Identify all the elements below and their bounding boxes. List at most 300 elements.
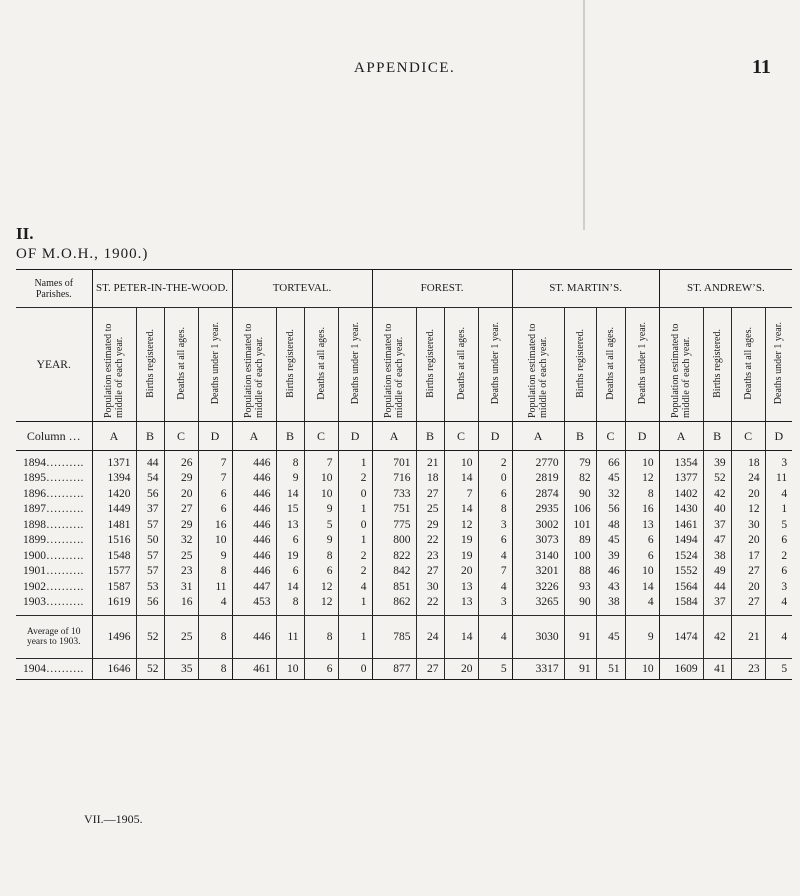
value-cell: 13 (276, 518, 304, 534)
value-cell: 5 (765, 658, 792, 679)
value-cell: 6 (478, 533, 512, 549)
value-cell: 4 (765, 595, 792, 615)
value-cell: 1371 (92, 451, 136, 472)
column-header-cell (416, 308, 444, 422)
value-cell: 3 (478, 595, 512, 615)
value-cell: 1548 (92, 549, 136, 565)
column-header-cell (512, 308, 564, 422)
column-header-cell (304, 308, 338, 422)
average-value: 785 (372, 615, 416, 658)
value-cell: 4 (478, 549, 512, 565)
value-cell: 6 (276, 564, 304, 580)
value-cell: 1587 (92, 580, 136, 596)
column-letter: A (92, 422, 136, 451)
value-cell: 877 (372, 658, 416, 679)
year-cell: 1898………. (23, 518, 84, 531)
value-cell: 57 (136, 549, 164, 565)
column-header-cell (338, 308, 372, 422)
column-letter: A (232, 422, 276, 451)
value-cell: 446 (232, 451, 276, 472)
value-cell: 2 (338, 549, 372, 565)
value-cell: 29 (164, 471, 198, 487)
value-cell: 446 (232, 564, 276, 580)
value-cell: 39 (703, 451, 731, 472)
value-cell: 29 (164, 518, 198, 534)
value-cell: 16 (164, 595, 198, 615)
value-cell: 10 (625, 658, 659, 679)
value-cell: 6 (625, 533, 659, 549)
value-cell: 13 (444, 595, 478, 615)
value-cell: 25 (164, 549, 198, 565)
page-bleed-line (583, 0, 585, 230)
value-cell: 2819 (512, 471, 564, 487)
value-cell: 20 (731, 580, 765, 596)
average-value: 3030 (512, 615, 564, 658)
column-header-text: Deaths at all ages. (315, 326, 327, 400)
value-cell: 27 (731, 595, 765, 615)
value-cell: 12 (304, 580, 338, 596)
value-cell: 10 (198, 533, 232, 549)
column-header-cell (731, 308, 765, 422)
table-row (16, 564, 792, 580)
average-value: 4 (478, 615, 512, 658)
year-cell: 1902………. (23, 580, 84, 593)
value-cell: 56 (136, 595, 164, 615)
value-cell: 5 (304, 518, 338, 534)
value-cell: 4 (198, 595, 232, 615)
column-header-text: Population estimated to middle of each year. (103, 323, 125, 418)
value-cell: 5 (765, 518, 792, 534)
value-cell: 1577 (92, 564, 136, 580)
value-cell: 14 (444, 471, 478, 487)
year-cell: 1894………. (23, 456, 84, 469)
value-cell: 12 (444, 518, 478, 534)
value-cell: 701 (372, 451, 416, 472)
value-cell: 3317 (512, 658, 564, 679)
value-cell: 7 (304, 451, 338, 472)
value-cell: 6 (304, 658, 338, 679)
value-cell: 1461 (659, 518, 703, 534)
parish-header: ST. ANDREW’S. (659, 270, 792, 308)
column-letter: C (304, 422, 338, 451)
value-cell: 52 (703, 471, 731, 487)
value-cell: 4 (478, 580, 512, 596)
value-cell: 3265 (512, 595, 564, 615)
value-cell: 2874 (512, 487, 564, 503)
parish-header: ST. PETER-IN-THE-WOOD. (92, 270, 232, 308)
value-cell: 446 (232, 518, 276, 534)
value-cell: 14 (444, 502, 478, 518)
value-cell: 41 (703, 658, 731, 679)
column-header-cell (164, 308, 198, 422)
value-cell: 3140 (512, 549, 564, 565)
column-letter: C (731, 422, 765, 451)
value-cell: 91 (564, 658, 596, 679)
value-cell: 1430 (659, 502, 703, 518)
value-cell: 21 (416, 451, 444, 472)
column-header-text: Deaths under 1 year. (349, 321, 361, 405)
value-cell: 447 (232, 580, 276, 596)
column-header-cell (276, 308, 304, 422)
value-cell: 842 (372, 564, 416, 580)
value-cell: 27 (416, 658, 444, 679)
value-cell: 13 (444, 580, 478, 596)
value-cell: 4 (338, 580, 372, 596)
footer-note: VII.—1905. (84, 812, 143, 826)
column-header-text: Deaths at all ages. (605, 326, 617, 400)
value-cell: 45 (596, 533, 625, 549)
column-header-text: Deaths at all ages. (175, 326, 187, 400)
value-cell: 56 (136, 487, 164, 503)
column-header-text: Deaths under 1 year. (489, 321, 501, 405)
column-header-text: Population estimated to middle of each year. (527, 323, 550, 418)
value-cell: 12 (304, 595, 338, 615)
section-title: II. (16, 224, 34, 243)
value-cell: 43 (596, 580, 625, 596)
running-head: APPENDICE. (354, 60, 456, 76)
value-cell: 2 (338, 564, 372, 580)
column-header-cell (703, 308, 731, 422)
column-letter: A (512, 422, 564, 451)
value-cell: 3 (765, 580, 792, 596)
value-cell: 3002 (512, 518, 564, 534)
value-cell: 10 (625, 451, 659, 472)
value-cell: 9 (198, 549, 232, 565)
value-cell: 7 (198, 471, 232, 487)
value-cell: 57 (136, 518, 164, 534)
value-cell: 93 (564, 580, 596, 596)
value-cell: 1449 (92, 502, 136, 518)
average-value: 52 (136, 615, 164, 658)
value-cell: 22 (416, 533, 444, 549)
value-cell: 19 (444, 533, 478, 549)
table-row (16, 549, 792, 565)
value-cell: 4 (765, 487, 792, 503)
value-cell: 23 (416, 549, 444, 565)
column-letter: D (625, 422, 659, 451)
column-header-text: Deaths under 1 year. (209, 321, 221, 405)
value-cell: 6 (304, 564, 338, 580)
value-cell: 446 (232, 549, 276, 565)
value-cell: 66 (596, 451, 625, 472)
value-cell: 446 (232, 471, 276, 487)
value-cell: 7 (444, 487, 478, 503)
column-letter: C (596, 422, 625, 451)
value-cell: 16 (198, 518, 232, 534)
value-cell: 27 (164, 502, 198, 518)
value-cell: 40 (703, 502, 731, 518)
value-cell: 0 (338, 518, 372, 534)
value-cell: 14 (276, 580, 304, 596)
value-cell: 1564 (659, 580, 703, 596)
value-cell: 29 (416, 518, 444, 534)
value-cell: 38 (596, 595, 625, 615)
column-header-text: Population estimated to middle of each year. (383, 323, 406, 418)
value-cell: 1619 (92, 595, 136, 615)
value-cell: 1 (338, 595, 372, 615)
value-cell: 45 (596, 471, 625, 487)
value-cell: 51 (596, 658, 625, 679)
value-cell: 15 (276, 502, 304, 518)
value-cell: 18 (416, 471, 444, 487)
value-cell: 54 (136, 471, 164, 487)
value-cell: 10 (276, 658, 304, 679)
table-row (16, 533, 792, 549)
average-value: 1 (338, 615, 372, 658)
value-cell: 11 (765, 471, 792, 487)
value-cell: 6 (625, 549, 659, 565)
value-cell: 44 (703, 580, 731, 596)
value-cell: 716 (372, 471, 416, 487)
average-value: 42 (703, 615, 731, 658)
value-cell: 90 (564, 487, 596, 503)
value-cell: 57 (136, 564, 164, 580)
value-cell: 6 (198, 502, 232, 518)
column-header-text: Births registered. (574, 328, 586, 398)
value-cell: 27 (416, 487, 444, 503)
value-cell: 1 (338, 502, 372, 518)
value-cell: 90 (564, 595, 596, 615)
year-cell: 1899………. (23, 534, 84, 547)
value-cell: 1402 (659, 487, 703, 503)
table-row (16, 518, 792, 534)
value-cell: 2935 (512, 502, 564, 518)
parish-header: ST. MARTIN’S. (512, 270, 659, 308)
column-header-cell (232, 308, 276, 422)
value-cell: 30 (731, 518, 765, 534)
value-cell: 3226 (512, 580, 564, 596)
column-header-text: Births registered. (144, 328, 156, 398)
table-row (16, 580, 792, 596)
year-header: YEAR. (16, 308, 92, 422)
value-cell: 106 (564, 502, 596, 518)
value-cell: 0 (338, 658, 372, 679)
year-cell: 1895………. (23, 472, 84, 485)
column-header-cell (198, 308, 232, 422)
value-cell: 822 (372, 549, 416, 565)
column-header-text: Deaths under 1 year. (773, 321, 785, 405)
value-cell: 862 (372, 595, 416, 615)
column-letter: B (564, 422, 596, 451)
value-cell: 6 (765, 533, 792, 549)
value-cell: 6 (276, 533, 304, 549)
value-cell: 11 (198, 580, 232, 596)
section-subtitle: OF M.O.H., 1900.) (16, 246, 149, 262)
value-cell: 24 (731, 471, 765, 487)
column-letter: A (372, 422, 416, 451)
value-cell: 1377 (659, 471, 703, 487)
average-row (16, 615, 792, 658)
value-cell: 0 (338, 487, 372, 503)
value-cell: 25 (416, 502, 444, 518)
value-cell: 10 (304, 471, 338, 487)
column-header-text: Population estimated to middle of each year. (670, 323, 693, 418)
table-row (16, 487, 792, 503)
value-cell: 1584 (659, 595, 703, 615)
column-header-cell (372, 308, 416, 422)
value-cell: 14 (276, 487, 304, 503)
year-cell: 1896………. (23, 487, 84, 500)
column-letter: D (765, 422, 792, 451)
value-cell: 446 (232, 502, 276, 518)
value-cell: 1552 (659, 564, 703, 580)
average-label: Average of 10 years to 1903. (16, 615, 92, 658)
value-cell: 19 (276, 549, 304, 565)
value-cell: 101 (564, 518, 596, 534)
value-cell: 1646 (92, 658, 136, 679)
value-cell: 8 (625, 487, 659, 503)
value-cell: 4 (625, 595, 659, 615)
value-cell: 20 (164, 487, 198, 503)
column-header-cell (596, 308, 625, 422)
row-1904 (16, 658, 792, 679)
average-value: 8 (198, 615, 232, 658)
value-cell: 1 (338, 533, 372, 549)
year-cell: 1900………. (23, 549, 84, 562)
column-letter: B (703, 422, 731, 451)
value-cell: 20 (731, 533, 765, 549)
value-cell: 79 (564, 451, 596, 472)
year-cell: 1901………. (23, 565, 84, 578)
value-cell: 7 (478, 564, 512, 580)
value-cell: 446 (232, 533, 276, 549)
value-cell: 1420 (92, 487, 136, 503)
value-cell: 31 (164, 580, 198, 596)
value-cell: 6 (478, 487, 512, 503)
average-value: 24 (416, 615, 444, 658)
value-cell: 10 (304, 487, 338, 503)
value-cell: 446 (232, 487, 276, 503)
parish-header: TORTEVAL. (232, 270, 372, 308)
value-cell: 461 (232, 658, 276, 679)
value-cell: 49 (703, 564, 731, 580)
parish-header: FOREST. (372, 270, 512, 308)
average-value: 8 (304, 615, 338, 658)
column-header-cell (564, 308, 596, 422)
value-cell: 2 (338, 471, 372, 487)
value-cell: 30 (416, 580, 444, 596)
average-value: 9 (625, 615, 659, 658)
column-letter: B (276, 422, 304, 451)
column-header-text: Population estimated to middle of each year. (243, 323, 266, 418)
average-value: 1474 (659, 615, 703, 658)
value-cell: 10 (444, 451, 478, 472)
value-cell: 1516 (92, 533, 136, 549)
value-cell: 53 (136, 580, 164, 596)
table-row (16, 502, 792, 518)
value-cell: 23 (731, 658, 765, 679)
average-value: 91 (564, 615, 596, 658)
value-cell: 13 (625, 518, 659, 534)
value-cell: 8 (478, 502, 512, 518)
average-value: 25 (164, 615, 198, 658)
value-cell: 9 (304, 502, 338, 518)
value-cell: 7 (198, 451, 232, 472)
value-cell: 8 (276, 451, 304, 472)
column-header-row (16, 308, 792, 422)
value-cell: 100 (564, 549, 596, 565)
value-cell: 3 (765, 451, 792, 472)
value-cell: 1494 (659, 533, 703, 549)
value-cell: 1609 (659, 658, 703, 679)
value-cell: 18 (731, 451, 765, 472)
column-header-cell (765, 308, 792, 422)
value-cell: 82 (564, 471, 596, 487)
value-cell: 39 (596, 549, 625, 565)
value-cell: 47 (703, 533, 731, 549)
value-cell: 35 (164, 658, 198, 679)
value-cell: 56 (596, 502, 625, 518)
value-cell: 44 (136, 451, 164, 472)
value-cell: 32 (596, 487, 625, 503)
value-cell: 3 (478, 518, 512, 534)
value-cell: 733 (372, 487, 416, 503)
column-letter: D (338, 422, 372, 451)
value-cell: 5 (478, 658, 512, 679)
average-value: 21 (731, 615, 765, 658)
value-cell: 1 (765, 502, 792, 518)
value-cell: 38 (703, 549, 731, 565)
value-cell: 775 (372, 518, 416, 534)
value-cell: 851 (372, 580, 416, 596)
value-cell: 2770 (512, 451, 564, 472)
table-row (16, 595, 792, 615)
value-cell: 52 (136, 658, 164, 679)
names-of-parishes-header: Names of Parishes. (16, 270, 92, 308)
value-cell: 800 (372, 533, 416, 549)
value-cell: 12 (625, 471, 659, 487)
column-header-cell (478, 308, 512, 422)
column-letter: D (478, 422, 512, 451)
value-cell: 20 (444, 658, 478, 679)
value-cell: 37 (703, 595, 731, 615)
column-header-text: Deaths under 1 year. (636, 321, 648, 405)
vital-statistics-table (16, 269, 792, 680)
value-cell: 20 (731, 487, 765, 503)
value-cell: 9 (304, 533, 338, 549)
table-row (16, 451, 792, 472)
column-header-text: Births registered. (424, 328, 436, 398)
column-header-cell (136, 308, 164, 422)
value-cell: 453 (232, 595, 276, 615)
value-cell: 6 (198, 487, 232, 503)
average-value: 11 (276, 615, 304, 658)
value-cell: 8 (276, 595, 304, 615)
value-cell: 6 (765, 564, 792, 580)
value-cell: 2 (478, 451, 512, 472)
value-cell: 88 (564, 564, 596, 580)
page-number: 11 (752, 56, 771, 78)
column-letter: D (198, 422, 232, 451)
column-header-cell (444, 308, 478, 422)
value-cell: 16 (625, 502, 659, 518)
column-header-text: Deaths at all ages. (455, 326, 467, 400)
column-row-label: Column … (16, 422, 92, 451)
column-letter: C (164, 422, 198, 451)
value-cell: 9 (276, 471, 304, 487)
value-cell: 20 (444, 564, 478, 580)
value-cell: 8 (198, 564, 232, 580)
column-header-cell (659, 308, 703, 422)
value-cell: 10 (625, 564, 659, 580)
value-cell: 3201 (512, 564, 564, 580)
value-cell: 751 (372, 502, 416, 518)
column-header-text: Births registered. (284, 328, 296, 398)
value-cell: 8 (198, 658, 232, 679)
value-cell: 89 (564, 533, 596, 549)
average-value: 4 (765, 615, 792, 658)
year-cell: 1903………. (16, 595, 92, 615)
